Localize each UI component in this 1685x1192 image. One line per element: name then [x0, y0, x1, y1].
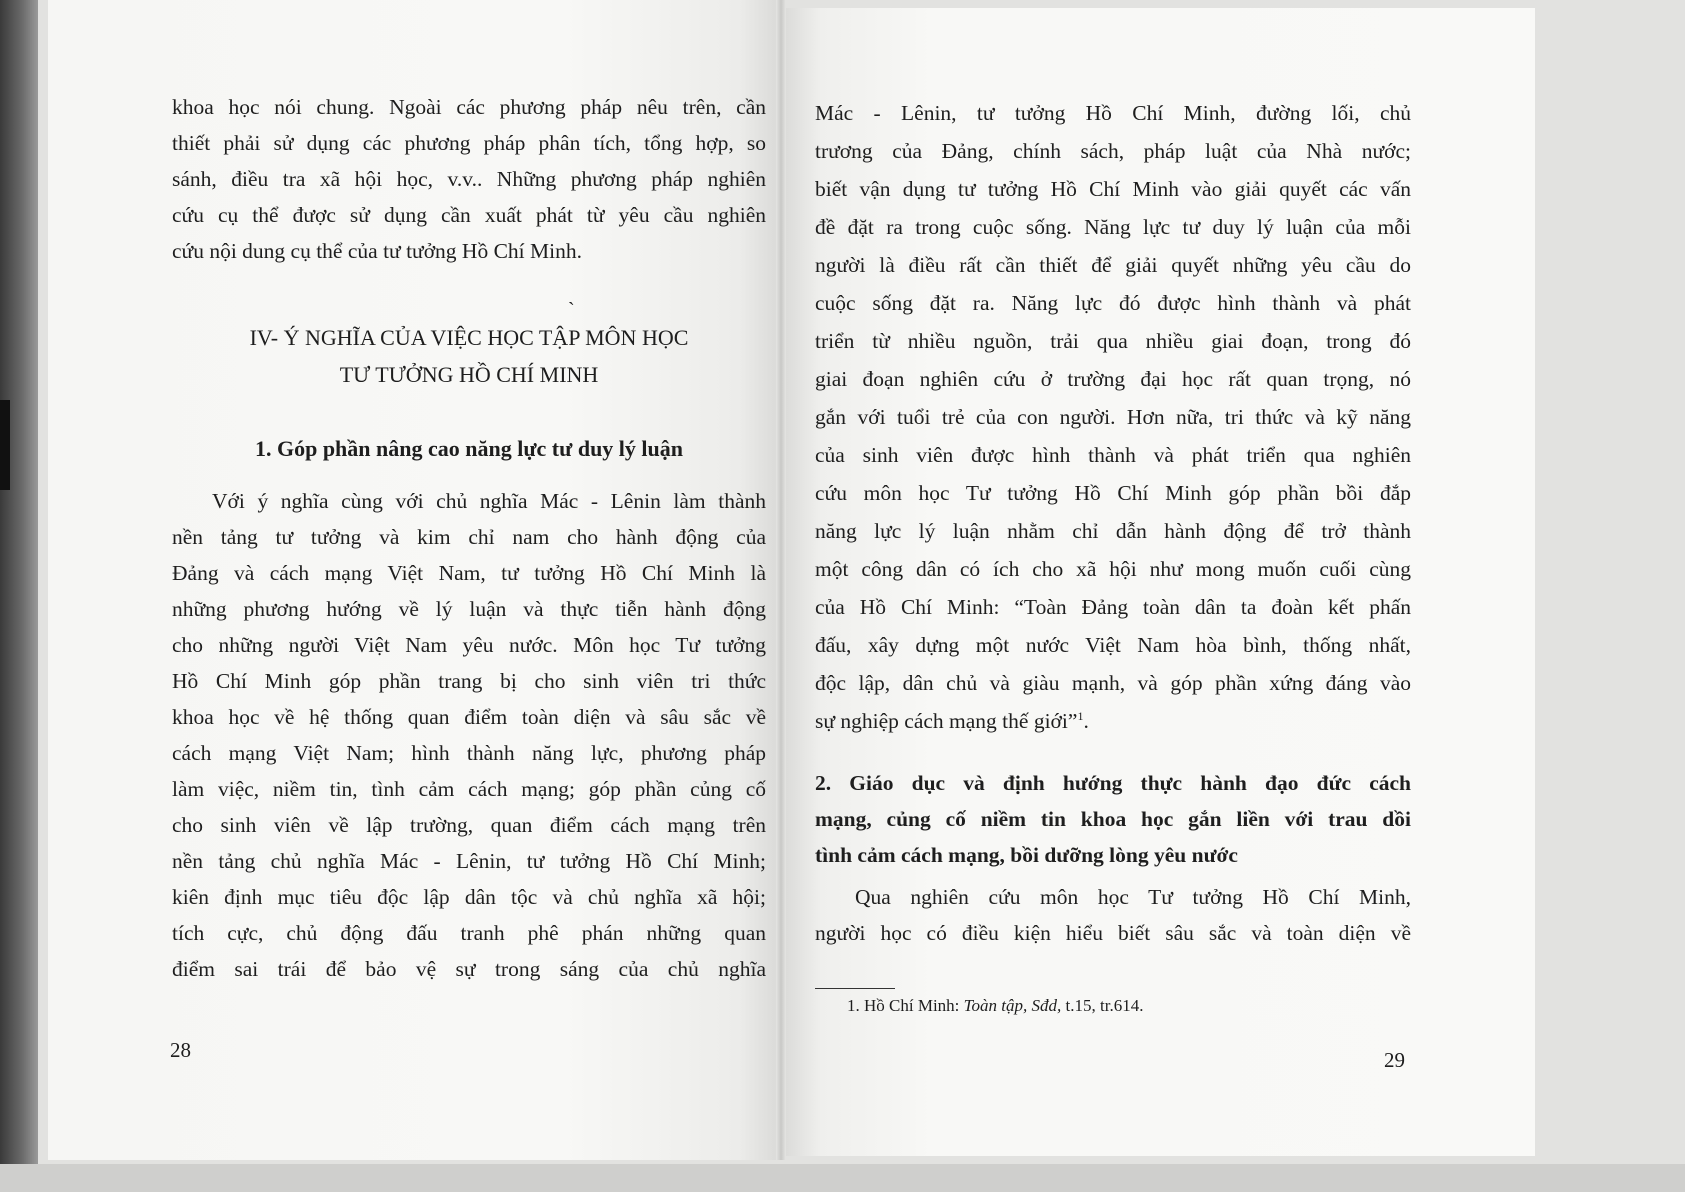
- text-line: người là điều rất cần thiết để giải quyết những yêu cầu do: [815, 253, 1411, 277]
- section-heading-line-2: TƯ TƯỞNG HỒ CHÍ MINH: [339, 362, 599, 387]
- text-line: năng lực lý luận nhằm chỉ dẫn hành động để trở thành: [815, 519, 1411, 543]
- text-line: độc lập, dân chủ và giàu mạnh, và góp phần xứng đáng vào: [815, 671, 1411, 695]
- subheading-line: 2. Giáo dục và định hướng thực hành đạo đức cách: [815, 771, 1411, 795]
- footnote-italic: Toàn tập, Sđd,: [963, 996, 1062, 1015]
- page-number-right: 29: [1384, 1048, 1405, 1072]
- text-line: Đảng và cách mạng Việt Nam, tư tưởng Hồ Chí Minh là: [172, 561, 766, 585]
- text-line: thiết phải sử dụng các phương pháp phân tích, tổng hợp, so: [172, 131, 766, 155]
- text-line: nền tảng tư tưởng và kim chỉ nam cho hành động của: [172, 525, 766, 549]
- text-line: Mác - Lênin, tư tưởng Hồ Chí Minh, đường lối, chủ: [815, 101, 1411, 125]
- text-line: giai đoạn nghiên cứu ở trường đại học rất quan trọng, nó: [815, 367, 1411, 391]
- text-line: của sinh viên được hình thành và phát triển qua nghiên: [815, 443, 1411, 467]
- scanner-edge: [0, 0, 38, 1192]
- text-line: cuộc sống đặt ra. Năng lực đó được hình thành và phát: [815, 291, 1411, 315]
- scanner-bottom-strip: [0, 1164, 1685, 1192]
- footnote-suffix: t.15, tr.614.: [1061, 996, 1144, 1015]
- text-line: cứu nội dung cụ thể của tư tưởng Hồ Chí Minh.: [172, 239, 582, 263]
- text-line: cho sinh viên về lập trường, quan điểm cách mạng trên: [172, 813, 766, 837]
- text-line: điểm sai trái để bảo vệ sự trong sáng của chủ nghĩa: [172, 957, 766, 981]
- text-line: cứu cụ thể được sử dụng cần xuất phát từ yêu cầu nghiên: [172, 203, 766, 227]
- footnote-prefix: 1. Hồ Chí Minh:: [847, 996, 964, 1015]
- text-line: Hồ Chí Minh góp phần trang bị cho sinh viên tri thức: [172, 669, 766, 693]
- footnote-rule: [815, 988, 895, 989]
- subheading-line: tình cảm cách mạng, bồi dưỡng lòng yêu nước: [815, 843, 1238, 867]
- text-line: nền tảng chủ nghĩa Mác - Lênin, tư tưởng Hồ Chí Minh;: [172, 849, 766, 873]
- text-line: người học có điều kiện hiểu biết sâu sắc và toàn diện về: [815, 921, 1411, 945]
- subheading-line: mạng, củng cố niềm tin khoa học gắn liền với trau dồi: [815, 807, 1411, 831]
- book-gutter: [776, 0, 786, 1160]
- text-line: cứu môn học Tư tưởng Hồ Chí Minh góp phần bồi đắp: [815, 481, 1411, 505]
- text-line: khoa học về hệ thống quan điểm toàn diện và sâu sắc về: [172, 705, 766, 729]
- text-line: cho những người Việt Nam yêu nước. Môn học Tư tưởng: [172, 633, 766, 657]
- scanner-edge-mark: [0, 400, 10, 490]
- text-line: kiên định mục tiêu độc lập dân tộc và chủ nghĩa xã hội;: [172, 885, 766, 909]
- footnote: [847, 996, 1143, 1016]
- text-line: khoa học nói chung. Ngoài các phương pháp nêu trên, cần: [172, 95, 766, 119]
- subheading-1: 1. Góp phần nâng cao năng lực tư duy lý luận: [254, 436, 684, 461]
- text-line: cách mạng Việt Nam; hình thành năng lực, phương pháp: [172, 741, 766, 765]
- text-line: gắn với tuổi trẻ của con người. Hơn nữa, tri thức và kỹ năng: [815, 405, 1411, 429]
- text-line: [815, 708, 1089, 734]
- text-line: đề đặt ra trong cuộc sống. Năng lực tư duy lý luận của mỗi: [815, 215, 1411, 239]
- footnote-reference: 1: [1077, 708, 1084, 723]
- text-line: một công dân có ích cho xã hội như mong muốn cuối cùng: [815, 557, 1411, 581]
- grave-accent-mark: `: [568, 299, 575, 321]
- text-line: trương của Đảng, chính sách, pháp luật của Nhà nước;: [815, 139, 1411, 163]
- text-line: Qua nghiên cứu môn học Tư tưởng Hồ Chí Minh,: [855, 885, 1411, 909]
- text-line: những phương hướng về lý luận và thực tiễn hành động: [172, 597, 766, 621]
- section-heading-line-1: IV- Ý NGHĨA CỦA VIỆC HỌC TẬP MÔN HỌC: [249, 325, 689, 350]
- text-line-content: sự nghiệp cách mạng thế giới”: [815, 709, 1078, 733]
- text-line: làm việc, niềm tin, tình cảm cách mạng; góp phần củng cố: [172, 777, 766, 801]
- text-line: tích cực, chủ động đấu tranh phê phán những quan: [172, 921, 766, 945]
- text-line: sánh, điều tra xã hội học, v.v.. Những phương pháp nghiên: [172, 167, 766, 191]
- text-line: triển từ nhiều nguồn, trải qua nhiều giai đoạn, trong đó: [815, 329, 1411, 353]
- text-line: biết vận dụng tư tưởng Hồ Chí Minh vào giải quyết các vấn: [815, 177, 1411, 201]
- text-line: đấu, xây dựng một nước Việt Nam hòa bình, thống nhất,: [815, 633, 1411, 657]
- text-line: của Hồ Chí Minh: “Toàn Đảng toàn dân ta đoàn kết phấn: [815, 595, 1411, 619]
- text-line: Với ý nghĩa cùng với chủ nghĩa Mác - Lênin làm thành: [212, 489, 766, 513]
- period: .: [1083, 709, 1089, 733]
- page-number-left: 28: [170, 1038, 191, 1062]
